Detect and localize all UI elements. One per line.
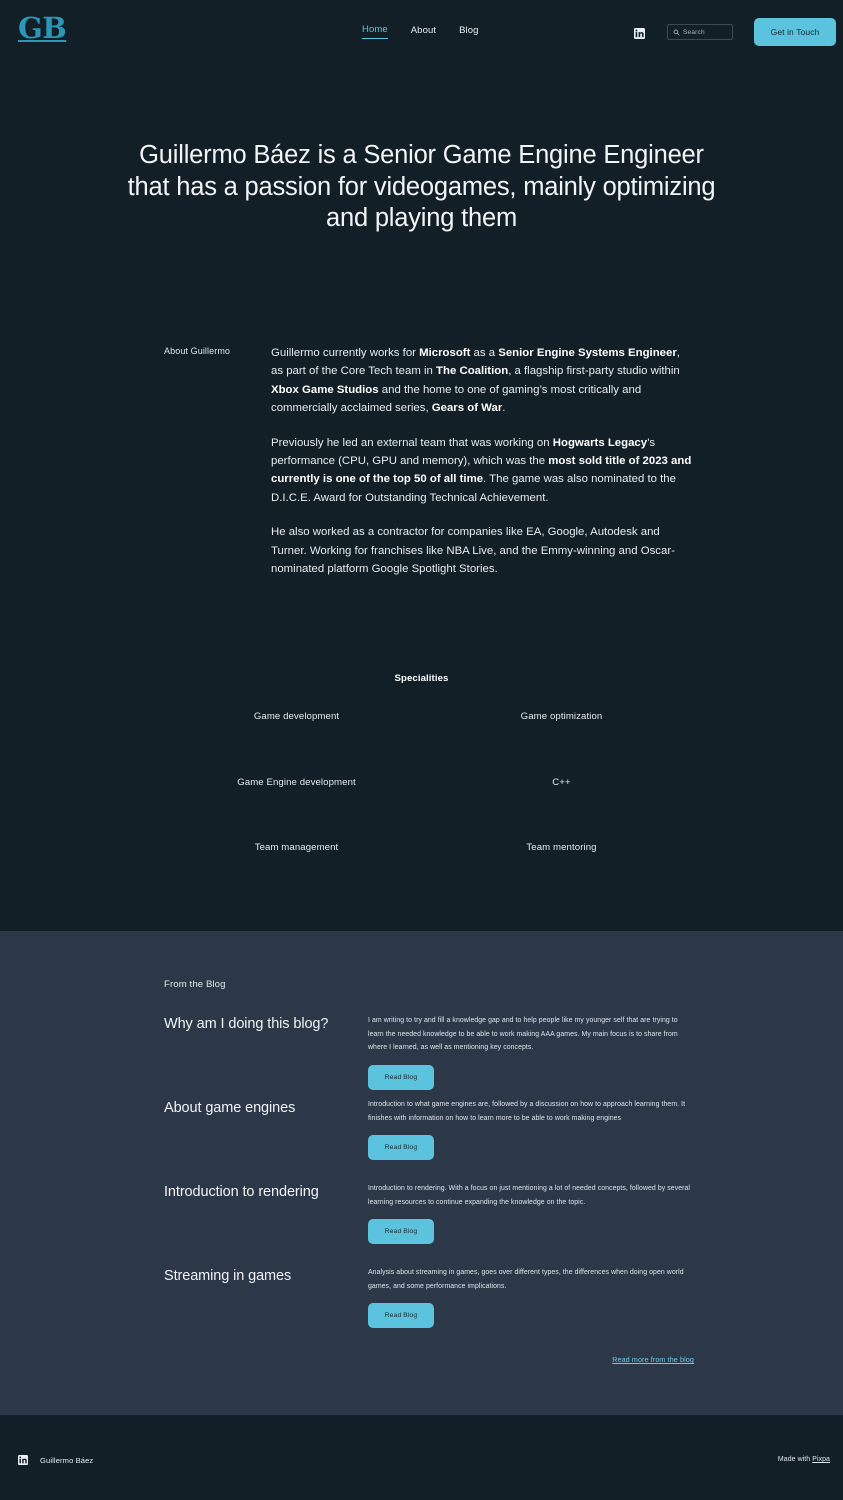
about-body bbox=[271, 344, 694, 578]
blog-post-row bbox=[164, 1261, 694, 1345]
blog-list bbox=[164, 1009, 694, 1345]
blog-post-title: Streaming in games bbox=[164, 1268, 292, 1284]
footer-left bbox=[18, 1455, 93, 1465]
footer-credit bbox=[778, 1456, 830, 1463]
about-paragraph: Previously he led an external team that was working on Hogwarts Legacy’s performance (CPU, GPU and memory), which was the most sold title of 2023 and currently is one of the top 50 of all time. The game was also nominated to the D.I.C.E. Award for Outstanding Technical Achievement. bbox=[271, 436, 692, 504]
about-paragraph: Guillermo currently works for Microsoft as a Senior Engine Systems Engineer, as part of the Core Tech team in The Coalition, a flagship first-party studio within Xbox Game Studios and the home to one of gaming’s most critically and commercially acclaimed series, Gears of War. bbox=[271, 347, 680, 415]
blog-section-label: From the Blog bbox=[164, 979, 226, 990]
footer-credit-prefix: Made with bbox=[777, 1456, 813, 1463]
nav-item-about[interactable]: About bbox=[410, 24, 437, 36]
blog-post-description: I am writing to try and fill a knowledge gap and to help people like my younger self that are trying to learn the needed knowledge to be able to work making AAA games. My main focus is to share from where I learned, as well as mentioning key concepts. bbox=[368, 1017, 678, 1052]
site-footer bbox=[0, 1415, 843, 1500]
blog-post-body bbox=[368, 1177, 694, 1261]
site-logo[interactable]: GB bbox=[18, 11, 67, 45]
about-section bbox=[164, 344, 694, 578]
blog-post-title: About game engines bbox=[164, 1100, 296, 1116]
blog-post-body bbox=[368, 1261, 694, 1345]
read-blog-button[interactable]: Read Blog bbox=[368, 1135, 434, 1160]
blog-section bbox=[0, 931, 843, 1415]
speciality-item: Game optimization bbox=[520, 711, 603, 722]
linkedin-icon[interactable] bbox=[634, 26, 645, 37]
hero-section bbox=[0, 140, 843, 235]
read-blog-button[interactable]: Read Blog bbox=[368, 1219, 434, 1244]
linkedin-icon[interactable] bbox=[18, 1455, 28, 1465]
about-label: About Guillermo bbox=[164, 346, 231, 356]
hero-headline: Guillermo Báez is a Senior Game Engine Engineer that has a passion for videogames, mainly optimizing and playing them bbox=[127, 141, 716, 232]
speciality-item: Team management bbox=[254, 842, 339, 853]
specialities-title: Specialities bbox=[394, 673, 449, 684]
site-header bbox=[0, 0, 843, 62]
speciality-item: Team mentoring bbox=[526, 842, 597, 853]
speciality-item: C++ bbox=[552, 776, 571, 788]
get-in-touch-button[interactable]: Get in Touch bbox=[754, 18, 836, 46]
search-input[interactable] bbox=[683, 29, 731, 36]
blog-post-title: Introduction to rendering bbox=[164, 1184, 319, 1200]
blog-post-body bbox=[368, 1093, 694, 1177]
blog-post-description: Analysis about streaming in games, goes over different types, the differences when doing open world games, and some performance implications. bbox=[368, 1269, 684, 1290]
blog-post-row bbox=[164, 1093, 694, 1177]
blog-post-title: Why am I doing this blog? bbox=[164, 1016, 329, 1032]
read-blog-button[interactable]: Read Blog bbox=[368, 1065, 434, 1090]
main-nav bbox=[362, 24, 479, 39]
search-box[interactable] bbox=[667, 24, 733, 40]
nav-item-home[interactable]: Home bbox=[362, 24, 388, 39]
speciality-item: Game Engine development bbox=[237, 776, 356, 788]
pixpa-link[interactable]: Pixpa bbox=[812, 1456, 830, 1463]
read-more-link[interactable]: Read more from the blog bbox=[612, 1355, 694, 1364]
blog-post-description: Introduction to what game engines are, followed by a discussion on how to approach learning them. It finishes with information on how to learn more to be able to work making engines bbox=[368, 1101, 686, 1122]
nav-item-blog[interactable]: Blog bbox=[459, 24, 479, 36]
speciality-item: Game development bbox=[253, 711, 340, 722]
specialities-grid bbox=[164, 704, 694, 901]
about-paragraph: He also worked as a contractor for companies like EA, Google, Autodesk and Turner. Working for franchises like NBA Live, and the Emmy-winning and Oscar-nominated platform Google Spotlight Stories. bbox=[271, 526, 675, 576]
read-blog-button[interactable]: Read Blog bbox=[368, 1303, 434, 1328]
blog-post-body bbox=[368, 1009, 694, 1093]
blog-post-row bbox=[164, 1177, 694, 1261]
blog-post-row bbox=[164, 1009, 694, 1093]
search-icon bbox=[673, 29, 680, 36]
blog-post-description: Introduction to rendering. With a focus on just mentioning a lot of needed concepts, followed by several learning resources to continue expanding the knowledge on the topic. bbox=[368, 1185, 691, 1206]
footer-site-name: Guillermo Báez bbox=[40, 1455, 94, 1465]
